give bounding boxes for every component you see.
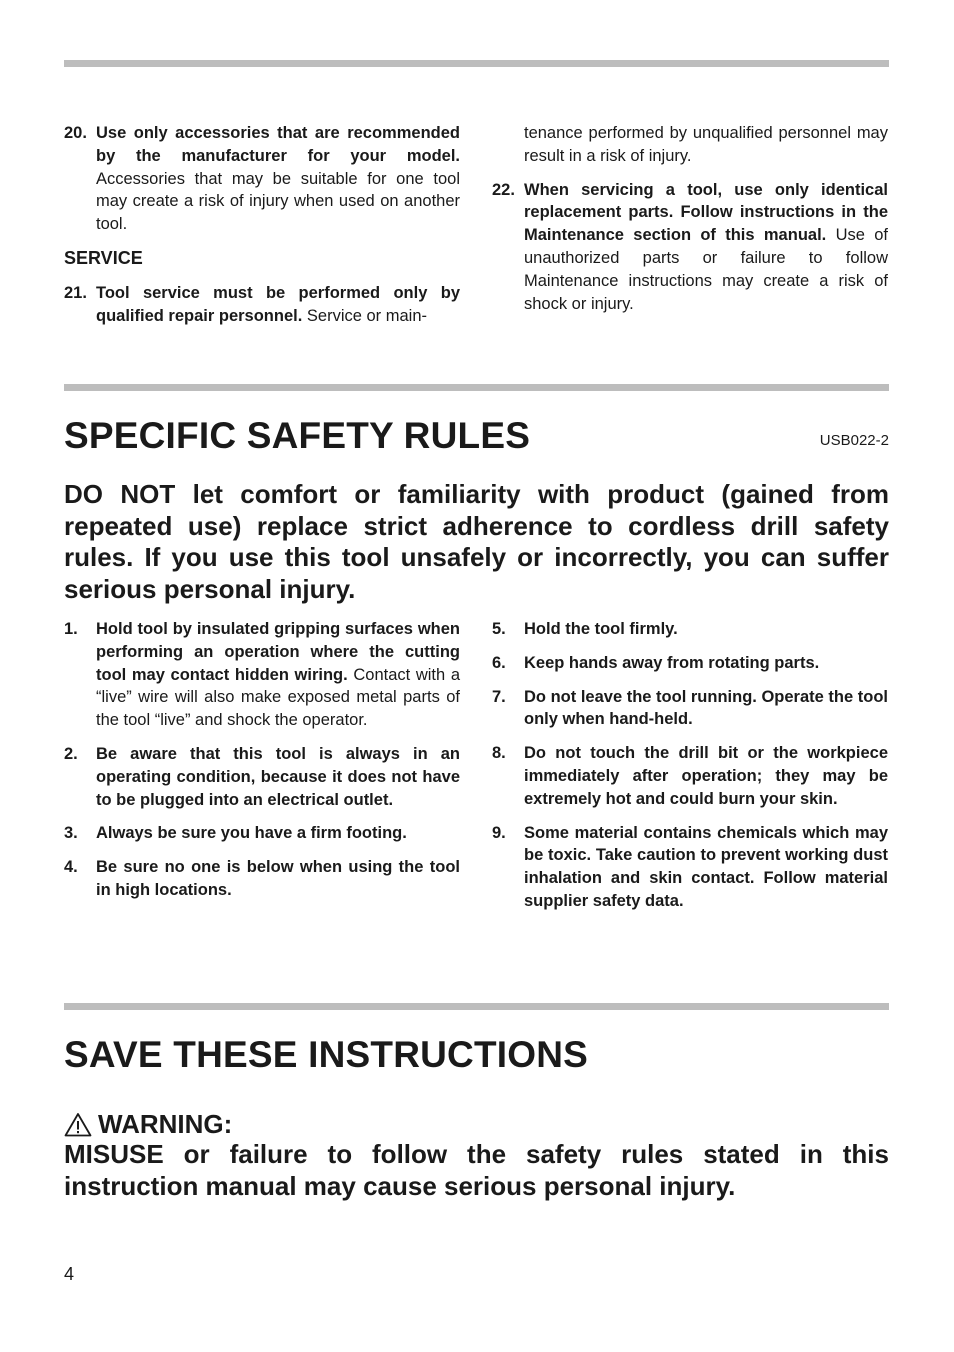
item-bold-text: Hold the tool firmly.	[524, 620, 678, 638]
list-item	[64, 743, 460, 811]
item-bold-text: Be aware that this tool is always in an operating condition, because it does not have to be plugged into an electrical outlet.	[96, 744, 460, 809]
section-divider-specific-rules	[64, 384, 889, 391]
item-number: 5.	[492, 620, 506, 638]
rules-right-list	[492, 618, 888, 913]
item-text	[524, 179, 888, 316]
list-item	[492, 686, 888, 732]
list-item	[492, 742, 888, 810]
list-item	[492, 179, 888, 316]
list-item	[64, 856, 460, 902]
specific-rules-lead: DO NOT let comfort or familiarity with product (gained from repeated use) replace strict adherence to cordless drill safety rules. If you use this tool unsafely or incorrectly, you can suffer serious personal injury.	[64, 479, 889, 604]
section-divider-save-instructions	[64, 1003, 889, 1010]
item-number: 7.	[492, 687, 506, 706]
rules-left-list	[64, 618, 460, 902]
item-number: 21.	[64, 283, 87, 302]
item-text	[524, 742, 888, 810]
list-item	[492, 822, 888, 913]
item-bold-text: When servicing a tool, use only identical replacement parts. Follow instructions in the Maintenance section of this manual.	[524, 180, 888, 245]
item-bold-text: Tool service must be performed only by qualified repair personnel.	[96, 283, 460, 325]
list-item	[64, 122, 460, 236]
top-divider	[64, 60, 889, 67]
item-bold-text: Some material contains chemicals which may be toxic. Take caution to prevent working dust inhalation and skin contact. Follow material supplier safety data.	[524, 823, 888, 910]
specific-safety-rules-title: SPECIFIC SAFETY RULES	[64, 415, 531, 456]
service-heading: SERVICE	[64, 247, 143, 268]
list-item	[492, 618, 888, 641]
item-number: 6.	[492, 653, 506, 672]
list-item	[492, 652, 888, 675]
item-bold-text: Hold tool by insulated gripping surfaces when performing an operation where the cutting tool may contact hidden wiring.	[96, 620, 460, 684]
item-text	[96, 856, 460, 902]
top-right-column	[492, 122, 888, 326]
item-text	[524, 822, 888, 913]
item-text	[524, 652, 888, 675]
top-left-column	[64, 122, 460, 338]
item-bold-text: Keep hands away from rotating parts.	[524, 653, 820, 672]
item-text	[96, 122, 460, 236]
item-number: 2.	[64, 744, 78, 763]
item-number: 1.	[64, 620, 78, 638]
list-item	[64, 618, 460, 732]
page-number: 4	[64, 1264, 75, 1284]
rules-left-column	[64, 618, 460, 913]
list-item	[64, 822, 460, 845]
item-text	[96, 618, 460, 732]
item-number: 3.	[64, 824, 78, 843]
rules-right-column	[492, 618, 888, 924]
document-code: USB022-2	[819, 432, 889, 449]
item-text	[96, 282, 460, 328]
item-number: 22.	[492, 180, 515, 199]
item-number: 9.	[492, 823, 506, 842]
item-text	[96, 822, 460, 845]
item-bold-text: Do not leave the tool running. Operate the tool only when hand-held.	[524, 687, 888, 729]
item-bold-text: Use only accessories that are recommended by the manufacturer for your model.	[96, 124, 460, 165]
warning-label: WARNING:	[98, 1109, 233, 1139]
item-text	[96, 743, 460, 811]
item-number: 20.	[64, 124, 87, 142]
item-body-text: Accessories that may be suitable for one tool may create a risk of injury when used on another tool.	[96, 169, 460, 234]
item-text	[524, 618, 888, 641]
item-number: 4.	[64, 858, 78, 877]
item-text	[524, 686, 888, 732]
top-left-list	[64, 122, 460, 236]
item-body-text: Contact with a “live” wire will also make exposed metal parts of the tool “live” and shock the operator.	[96, 665, 460, 730]
item-bold-text: Be sure no one is below when using the tool in high locations.	[96, 858, 460, 899]
item-number: 8.	[492, 744, 506, 763]
item-bold-text: Always be sure you have a firm footing.	[96, 824, 407, 843]
item-bold-text: Do not touch the drill bit or the workpiece immediately after operation; they may be extremely hot and could burn your skin.	[524, 744, 888, 808]
warning-text: MISUSE or failure to follow the safety rules stated in this instruction manual may cause serious personal injury.	[64, 1139, 889, 1201]
warning-triangle-icon	[64, 1112, 92, 1137]
top-right-list	[492, 179, 888, 316]
save-instructions-title: SAVE THESE INSTRUCTIONS	[64, 1034, 589, 1075]
warning-heading	[64, 1109, 232, 1140]
item-body-text: Use of unauthorized parts or failure to follow Maintenance instructions may create a risk of shock or injury.	[524, 226, 888, 313]
item-body-text: Service or main-	[302, 306, 428, 325]
continued-text: tenance performed by unqualified personnel may result in a risk of injury.	[524, 124, 888, 165]
list-item	[64, 282, 460, 328]
